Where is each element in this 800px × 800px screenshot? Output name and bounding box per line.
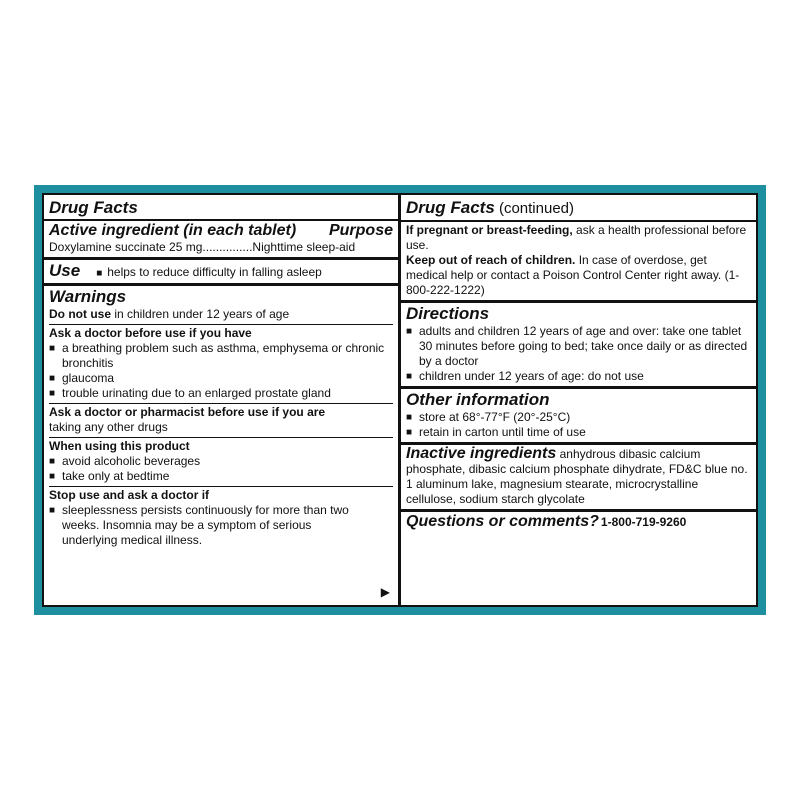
inactive-ingredients-list: anhydrous dibasic calcium phosphate, dibasic calcium phosphate dihydrate, FD&C blue no. 1 aluminum lake, magnesium stearate, microcrystalline cellulose, sodium starch glycolate [406, 447, 748, 506]
drug-facts-continued-title [406, 198, 751, 219]
keep-out-bold: Keep out of reach of children. [406, 253, 576, 267]
divider [49, 324, 393, 325]
list-item [406, 324, 751, 369]
right-column [401, 195, 756, 605]
ask-pharmacist-heading: Ask a doctor or pharmacist before use if you are [49, 405, 326, 419]
teal-border [34, 185, 766, 615]
bullet: ■ [49, 505, 56, 516]
inactive-ingredients-text [406, 446, 751, 507]
list-item [49, 503, 393, 548]
list-item-text: trouble urinating due to an enlarged prostate gland [62, 386, 331, 400]
drug-facts-title: Drug Facts [406, 198, 495, 217]
bullet: ■ [406, 371, 413, 382]
list-item [49, 469, 393, 484]
continued-label: (continued) [494, 200, 575, 217]
list-item [49, 386, 393, 401]
list-item-text: retain in carton until time of use [419, 425, 586, 439]
ask-doctor-heading: Ask a doctor before use if you have [49, 326, 252, 340]
when-using-heading: When using this product [49, 439, 190, 453]
divider [44, 219, 398, 221]
bullet: ■ [49, 456, 56, 467]
questions-section [401, 512, 756, 605]
list-item-text: take only at bedtime [62, 469, 170, 483]
drug-facts-title: Drug Facts [49, 198, 138, 217]
inactive-ingredients-section [401, 445, 756, 512]
list-item [406, 369, 751, 384]
bullet: ■ [49, 388, 56, 399]
bullet: ■ [406, 412, 413, 423]
use-text: helps to reduce difficulty in falling asleep [107, 265, 322, 279]
list-item-text: avoid alcoholic beverages [62, 454, 201, 468]
active-ingredient-heading: Active ingredient (in each tablet) [49, 222, 297, 239]
divider [49, 437, 393, 438]
bullet: ■ [49, 471, 56, 482]
do-not-use-line [49, 307, 393, 322]
continue-arrow-icon: ▶ [380, 585, 390, 599]
list-item-text: sleeplessness persists continuously for more than two weeks. Insomnia may be a symptom of serious underlying medical illness. [62, 503, 349, 547]
stop-use-heading: Stop use and ask a doctor if [49, 488, 210, 502]
pregnant-text: ask a health professional before use. [406, 223, 747, 252]
list-item-text: children under 12 years of age: do not use [419, 369, 644, 383]
questions-heading: Questions or comments? [406, 513, 599, 530]
pregnant-bold: If pregnant or breast-feeding, [406, 223, 573, 237]
questions-phone: 1-800-719-9260 [600, 515, 687, 529]
inactive-ingredients-heading: Inactive ingredients [406, 445, 557, 462]
other-information-heading: Other information [406, 390, 550, 409]
drug-facts-label [42, 193, 758, 607]
use-section [44, 260, 398, 286]
pregnant-warning [406, 223, 751, 253]
list-item-text: adults and children 12 years of age and over: take one tablet 30 minutes before going to bed; take once daily or as directed by a doctor [419, 324, 748, 368]
divider [49, 403, 393, 404]
active-ingredient-header [49, 222, 393, 240]
list-item [49, 454, 393, 469]
purpose-heading: Purpose [328, 222, 393, 239]
continued-section [401, 195, 756, 303]
list-item [49, 341, 393, 371]
warnings-heading: Warnings [49, 287, 127, 306]
list-item-text: a breathing problem such as asthma, emphysema or chronic bronchitis [62, 341, 385, 370]
bullet: ■ [406, 427, 413, 438]
directions-heading: Directions [406, 304, 490, 323]
list-item-text: store at 68°-77°F (20°-25°C) [419, 410, 571, 424]
divider [49, 486, 393, 487]
other-information-section [401, 389, 756, 445]
questions-row [406, 513, 751, 531]
active-ingredient-line: Doxylamine succinate 25 mg...............Nighttime sleep-aid [49, 240, 356, 254]
ask-pharmacist-text: taking any other drugs [49, 420, 168, 434]
title-section [44, 195, 398, 260]
list-item [406, 425, 751, 440]
left-column [44, 195, 401, 605]
use-heading: Use [49, 261, 81, 280]
bullet: ■ [49, 373, 56, 384]
warnings-section [44, 286, 398, 605]
bullet: ■ [96, 268, 103, 279]
do-not-use-text: in children under 12 years of age [111, 307, 290, 321]
directions-section [401, 303, 756, 389]
list-item-text: glaucoma [62, 371, 115, 385]
keep-out-text: In case of overdose, get medical help or contact a Poison Control Center right away. (1-800-222-1222) [406, 253, 740, 297]
do-not-use-bold: Do not use [49, 307, 111, 321]
list-item [49, 371, 393, 386]
keep-out-warning [406, 253, 751, 298]
bullet: ■ [49, 343, 56, 354]
divider [401, 220, 756, 222]
bullet: ■ [406, 326, 413, 337]
list-item [406, 410, 751, 425]
use-row [49, 261, 393, 281]
